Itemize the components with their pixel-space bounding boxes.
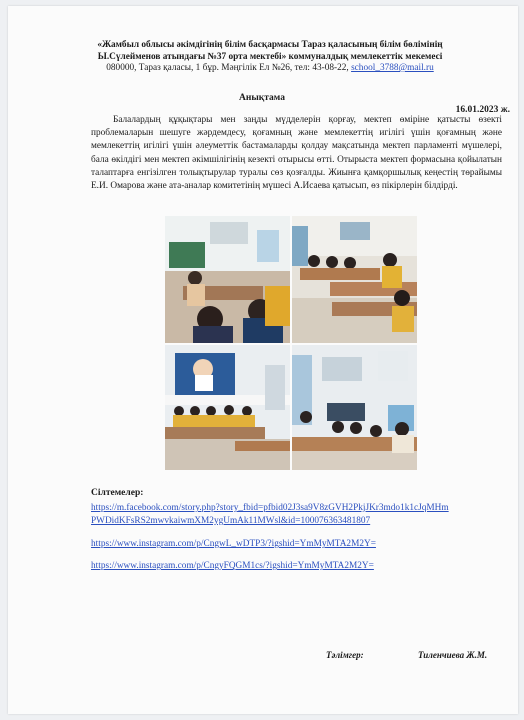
facebook-link-line-1[interactable]: https://m.facebook.com/story.php?story_fbid=pfbid02J3sa9V8zGVH2PkjJKr3mdo1k1cJqMHm: [91, 503, 449, 513]
document-title: Анықтама: [239, 93, 285, 103]
facebook-link-line-2[interactable]: PWDidKFsRS2mwvkaiwmXM2ygUmAk11MWsl&id=100076363481807: [91, 516, 371, 526]
classroom-meeting-photo-4: [292, 345, 417, 470]
links-heading: Сілтемелер:: [91, 488, 144, 498]
mentor-name: Тиленчиева Ж.М.: [418, 650, 488, 660]
classroom-meeting-photo-1: [165, 216, 290, 343]
address-text: 080000, Тараз қаласы, 1 бұр. Мәңгілік Ел №26, тел: 43-08-22,: [106, 63, 349, 73]
instagram-link-1[interactable]: https://www.instagram.com/p/CngwL_wDTP3/?igshid=YmMyMTA2M2Y=: [91, 539, 376, 549]
document-body: [91, 114, 502, 193]
header-line-1: «Жамбыл облысы әкімдігінің білім басқармасы Тараз қаласының білім бөлімінің: [97, 40, 443, 50]
header-address: [60, 63, 480, 75]
paragraph-2: Отырыста мектеп формасына қойылатын талаптарға енгізілген толықтырулар туралы сөз қозғалды. Жиынға қамқоршылық кеңестің төрайымы Е.И. Омарова және ата-аналар комитетінің мүшесі А.Исаева қатысып, өз пікірлерін білдірді.: [91, 154, 503, 192]
classroom-meeting-photo-3: [165, 345, 290, 470]
classroom-meeting-photo-2: [292, 216, 417, 343]
paragraph-1: Балалардың құқықтары мен заңды мүдделерін қорғау, мектеп өміріне қатысты өзекті проблемаларын шешуге жәрдемдесу, қоғамның және мемлекеттің игілігі үшін қоғамның және мемлекеттің игілігі үшін әлеуметтік бастамаларды қолдау мақсатында мектеп парламенті мүшелері, бала өкілдігі мен мектеп әкімшілігінің кезекті отырысы өтті.: [91, 115, 502, 165]
email-link[interactable]: school_3788@mail.ru: [351, 63, 434, 73]
header-line-2: Ы.Сүлейменов атындағы №37 орта мектебі» коммуналдық мемлекеттік мекемесі: [97, 51, 443, 62]
mentor-label: Тәлімгер:: [326, 650, 364, 660]
document-header: [60, 40, 480, 75]
document-date: 16.01.2023 ж.: [455, 105, 510, 115]
instagram-link-2[interactable]: https://www.instagram.com/p/CngyFQGM1cs/?igshid=YmMyMTA2M2Y=: [91, 561, 374, 571]
